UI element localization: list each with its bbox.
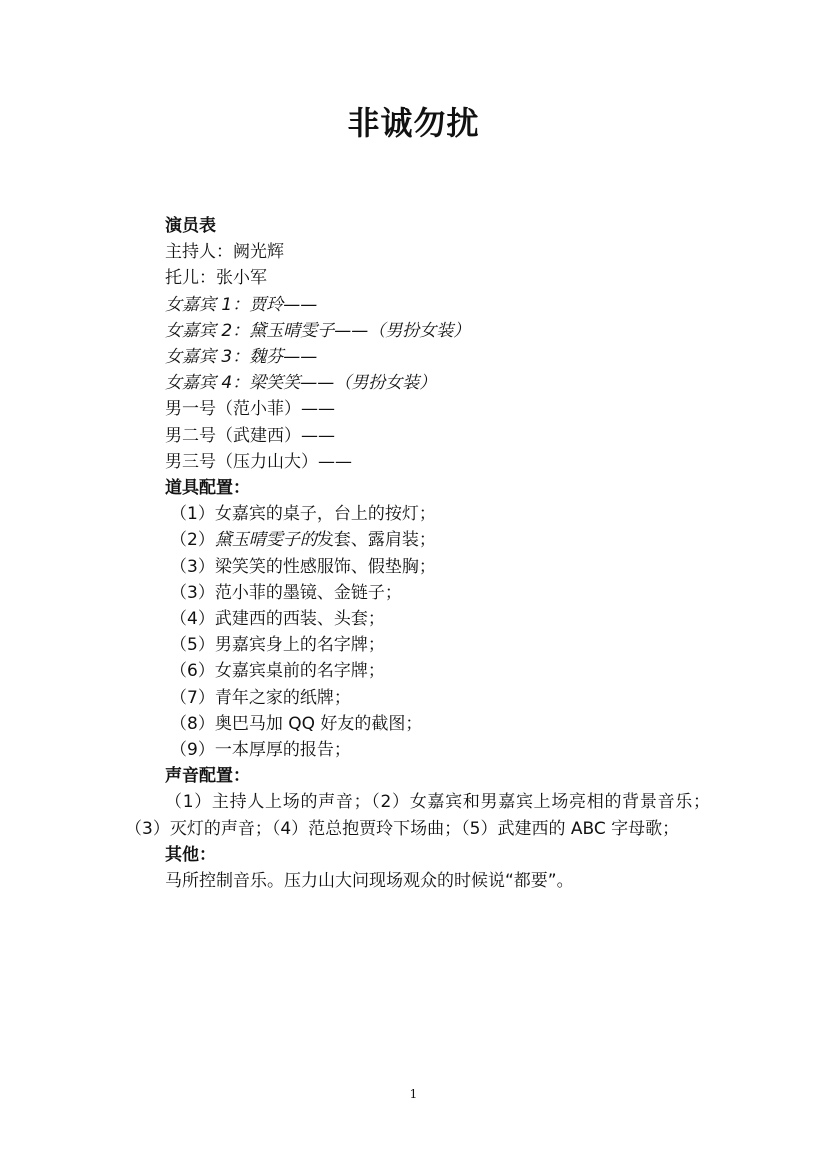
props-item — [125, 737, 710, 763]
cast-line: 主持人：阙光辉 — [165, 242, 284, 263]
cast-line: 托儿：张小军 — [165, 268, 267, 289]
cast-line: 女嘉宾 2：黛玉晴雯子——（男扮女装） — [165, 320, 471, 341]
props-item-number: （3） — [170, 556, 215, 577]
props-item — [125, 711, 710, 737]
props-item-text: 男嘉宾身上的名字牌； — [214, 635, 385, 656]
props-list — [125, 501, 710, 763]
props-item — [125, 606, 710, 632]
props-item-number: （4） — [170, 609, 215, 630]
props-item — [125, 554, 710, 580]
cast-line: 男二号（武建西）—— — [165, 425, 335, 446]
props-item-text: 青年之家的纸牌； — [214, 687, 351, 708]
props-item — [125, 580, 710, 606]
props-item-number: （9） — [170, 740, 215, 761]
cast-line: 男三号（压力山大）—— — [165, 451, 352, 472]
props-item — [125, 501, 710, 527]
props-heading: 道具配置： — [165, 478, 250, 499]
page-number: 1 — [409, 1087, 418, 1101]
props-item — [125, 632, 710, 658]
sound-heading: 声音配置： — [165, 766, 250, 787]
cast-line: 女嘉宾 3：魏芬—— — [165, 347, 318, 368]
sound-paragraph: （1）主持人上场的声音；（2）女嘉宾和男嘉宾上场亮相的背景音乐；（3）灭灯的声音；（4）范总抱贾玲下场曲；（5）武建西的 ABC 字母歌； — [125, 792, 710, 839]
cast-heading: 演员表 — [165, 216, 216, 236]
document-title: 非诚勿扰 — [347, 104, 480, 142]
props-item-text: 梁笑笑的性感服饰、假垫胸； — [214, 556, 436, 577]
props-item-number: （2） — [170, 530, 215, 551]
document-body — [125, 213, 710, 894]
props-item-italic-text: 黛玉晴雯子的 — [214, 530, 317, 551]
cast-line: 男一号（范小菲）—— — [165, 399, 335, 420]
props-item-number: （8） — [170, 713, 215, 734]
props-item-text: 女嘉宾的桌子，台上的按灯； — [214, 504, 436, 525]
props-item-text: 范小菲的墨镜、金链子； — [214, 582, 402, 603]
cast-line: 女嘉宾 1：贾玲—— — [165, 294, 318, 315]
props-item-number: （3） — [170, 582, 215, 603]
props-item-text: 奥巴马加 QQ 好友的截图； — [214, 713, 423, 734]
props-item-number: （7） — [170, 687, 215, 708]
cast-line: 女嘉宾 4：梁笑笑——（男扮女装） — [165, 373, 437, 394]
props-item-text: 一本厚厚的报告； — [214, 740, 351, 761]
props-item-number: （1） — [170, 504, 215, 525]
props-item — [125, 685, 710, 711]
props-item-number: （6） — [170, 661, 215, 682]
props-item-text: 女嘉宾桌前的名字牌； — [214, 661, 385, 682]
other-paragraph: 马所控制音乐。压力山大问现场观众的时候说“都要”。 — [165, 871, 574, 892]
props-item-text: 发套、露肩装； — [316, 530, 436, 551]
props-item — [125, 658, 710, 684]
props-item-text: 武建西的西装、头套； — [214, 609, 385, 630]
props-item — [125, 527, 710, 553]
props-item-number: （5） — [170, 635, 215, 656]
other-heading: 其他： — [165, 844, 216, 865]
cast-list — [125, 239, 710, 475]
